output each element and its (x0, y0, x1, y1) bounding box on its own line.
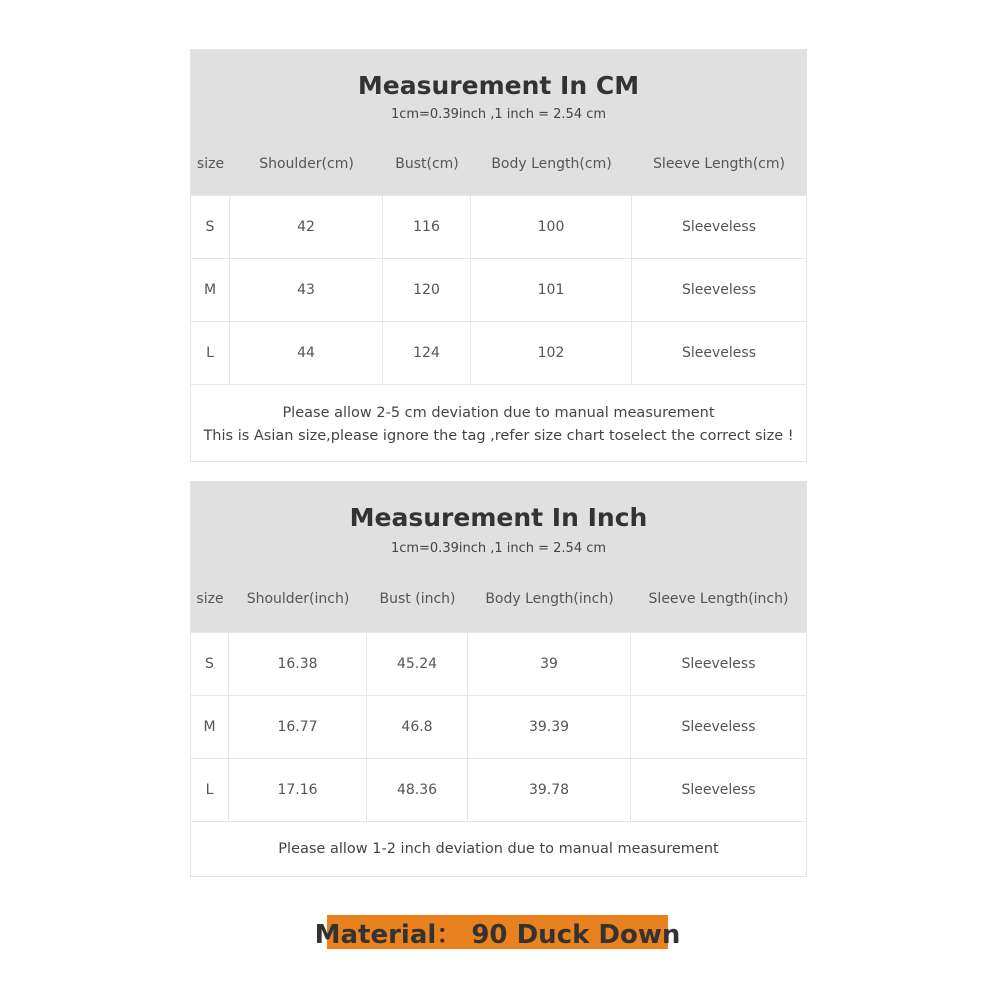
cell-shoulder: 43 (230, 259, 383, 321)
cm-column-headers (191, 133, 806, 195)
column-header-body-length: Body Length(cm) (491, 156, 612, 172)
column-header-bust: Bust (inch) (379, 591, 456, 607)
cell-sleeve-length: Sleeveless (682, 345, 756, 361)
cm-note-line-2: This is Asian size,please ignore the tag ,refer size chart toselect the correct size ! (203, 428, 794, 444)
column-header-shoulder: Shoulder(inch) (246, 591, 350, 607)
cell-body-length: 101 (471, 259, 632, 321)
cell-bust: 120 (383, 259, 471, 321)
cell-size: M (191, 696, 229, 758)
cell-size: S (191, 196, 230, 258)
cell-body-length: 100 (471, 196, 632, 258)
cell-size: S (191, 633, 229, 695)
inch-header (191, 481, 806, 632)
cell-shoulder: 16.38 (229, 633, 367, 695)
cell-sleeve-length: Sleeveless (681, 719, 756, 735)
cell-bust: 46.8 (367, 696, 468, 758)
table-row (191, 695, 806, 758)
material-label: Material： 90 Duck Down (327, 915, 668, 949)
cell-shoulder: 17.16 (229, 759, 367, 821)
inch-title: Measurement In Inch (349, 503, 648, 532)
cell-shoulder: 16.77 (229, 696, 367, 758)
table-row (191, 258, 806, 321)
cm-note (191, 384, 806, 461)
cell-body-length: 102 (471, 322, 632, 384)
inch-size-chart (190, 481, 807, 877)
cell-size: L (191, 322, 230, 384)
column-header-shoulder: Shoulder(cm) (259, 156, 354, 172)
column-header-sleeve-length: Sleeve Length(cm) (653, 156, 785, 172)
table-row (191, 758, 806, 821)
cm-header (191, 50, 806, 195)
cell-shoulder: 44 (230, 322, 383, 384)
cell-sleeve-length: Sleeveless (681, 782, 756, 798)
cm-note-line-1: Please allow 2-5 cm deviation due to manual measurement (282, 405, 715, 421)
column-header-size: size (196, 591, 224, 607)
cell-sleeve-length: Sleeveless (682, 219, 756, 235)
table-row (191, 195, 806, 258)
cm-conversion: 1cm=0.39inch ,1 inch = 2.54 cm (390, 107, 607, 122)
cell-shoulder: 42 (230, 196, 383, 258)
cell-bust: 116 (383, 196, 471, 258)
table-row (191, 632, 806, 695)
table-row (191, 321, 806, 384)
column-header-bust: Bust(cm) (395, 156, 459, 172)
cell-body-length: 39.39 (468, 696, 631, 758)
cell-body-length: 39 (468, 633, 631, 695)
cell-size: M (191, 259, 230, 321)
inch-note-line: Please allow 1-2 inch deviation due to manual measurement (278, 841, 719, 857)
cell-body-length: 39.78 (468, 759, 631, 821)
column-header-sleeve-length: Sleeve Length(inch) (648, 591, 789, 607)
cell-sleeve-length: Sleeveless (681, 656, 756, 672)
cell-size: L (191, 759, 229, 821)
inch-note (191, 821, 806, 876)
cell-bust: 48.36 (367, 759, 468, 821)
cm-title: Measurement In CM (357, 71, 640, 100)
column-header-size: size (196, 156, 225, 172)
column-header-body-length: Body Length(inch) (485, 591, 614, 607)
inch-conversion: 1cm=0.39inch ,1 inch = 2.54 cm (390, 541, 607, 556)
cm-size-chart (190, 49, 807, 462)
inch-column-headers (191, 566, 806, 632)
cell-sleeve-length: Sleeveless (682, 282, 756, 298)
cell-bust: 124 (383, 322, 471, 384)
cell-bust: 45.24 (367, 633, 468, 695)
